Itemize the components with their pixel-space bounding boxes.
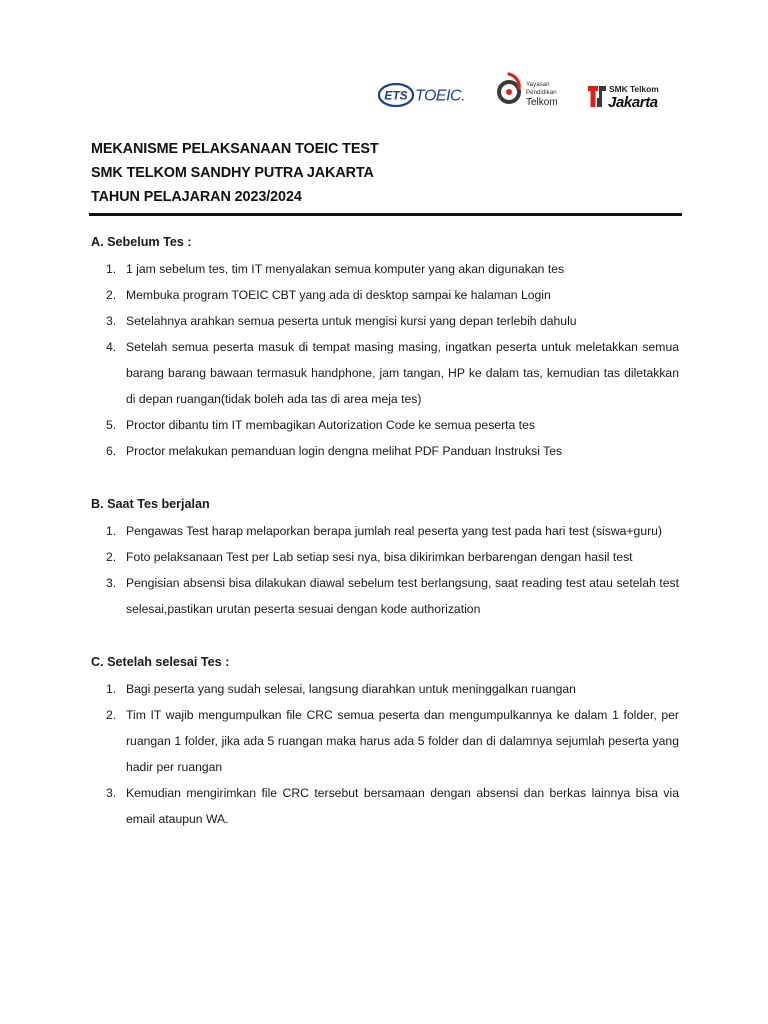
toeic-logo-text: TOEIC. xyxy=(415,87,466,105)
section-list xyxy=(91,256,679,464)
document-body xyxy=(91,230,679,832)
header-logos xyxy=(378,66,678,114)
item-text: Tim IT wajib mengumpulkan file CRC semua peserta dan mengumpulkannya ke dalam 1 folder, per ruangan 1 folder, jika ada 5 ruangan maka harus ada 5 folder dan di dalamnya sejumlah peserta yang hadir per ruangan xyxy=(126,708,679,774)
item-number: 5. xyxy=(106,418,117,432)
list-item xyxy=(91,570,679,622)
ypt-line1: Yayasan xyxy=(526,81,550,88)
item-text: Membuka program TOEIC CBT yang ada di desktop sampai ke halaman Login xyxy=(126,288,551,302)
item-text: Foto pelaksanaan Test per Lab setiap sesi nya, bisa dikirimkan berbarengan dengan hasil test xyxy=(126,550,633,564)
item-number: 3. xyxy=(106,576,117,590)
item-number: 3. xyxy=(106,314,117,328)
section-saat-tes xyxy=(91,492,679,622)
list-item xyxy=(91,780,679,832)
section-list xyxy=(91,518,679,622)
list-item xyxy=(91,412,679,438)
smk-telkom-jakarta-logo xyxy=(586,80,676,110)
list-item xyxy=(91,702,679,780)
item-number: 1. xyxy=(106,524,117,538)
title-line-2: SMK TELKOM SANDHY PUTRA JAKARTA xyxy=(91,165,374,181)
item-number: 1. xyxy=(106,262,117,276)
smk-line2: Jakarta xyxy=(608,94,658,110)
yayasan-pendidikan-telkom-logo xyxy=(496,68,570,112)
item-number: 3. xyxy=(106,786,117,800)
item-number: 2. xyxy=(106,288,117,302)
list-item xyxy=(91,256,679,282)
item-text: Proctor melakukan pemanduan login dengna melihat PDF Panduan Instruksi Tes xyxy=(126,444,563,458)
ypt-line2: Pendidikan xyxy=(526,89,557,96)
item-text: 1 jam sebelum tes, tim IT menyalakan semua komputer yang akan digunakan tes xyxy=(126,262,565,276)
list-item xyxy=(91,544,679,570)
item-number: 6. xyxy=(106,444,117,458)
item-number: 2. xyxy=(106,708,117,722)
smk-line1: SMK Telkom xyxy=(609,84,659,94)
document-title xyxy=(91,137,691,209)
title-line-1: MEKANISME PELAKSANAAN TOEIC TEST xyxy=(91,141,379,157)
item-text: Kemudian mengirimkan file CRC tersebut bersamaan dengan absensi dan berkas lainnya bisa via email ataupun WA. xyxy=(126,786,679,826)
list-item xyxy=(91,438,679,464)
item-number: 1. xyxy=(106,682,117,696)
item-text: Setelahnya arahkan semua peserta untuk mengisi kursi yang depan terlebih dahulu xyxy=(126,314,577,328)
title-line-3: TAHUN PELAJARAN 2023/2024 xyxy=(91,189,302,205)
list-item xyxy=(91,282,679,308)
section-setelah-tes xyxy=(91,650,679,832)
list-item xyxy=(91,676,679,702)
title-divider xyxy=(89,213,682,216)
section-sebelum-tes xyxy=(91,230,679,464)
section-heading: C. Setelah selesai Tes : xyxy=(91,655,230,669)
list-item xyxy=(91,518,679,544)
ets-logo-text: ETS xyxy=(384,88,408,103)
section-heading: A. Sebelum Tes : xyxy=(91,235,192,249)
item-text: Proctor dibantu tim IT membagikan Autorization Code ke semua peserta tes xyxy=(126,418,535,432)
item-number: 2. xyxy=(106,550,117,564)
section-list xyxy=(91,676,679,832)
list-item xyxy=(91,334,679,412)
ets-toeic-logo xyxy=(378,80,472,110)
item-text: Pengawas Test harap melaporkan berapa jumlah real peserta yang test pada hari test (siswa+guru) xyxy=(126,524,662,538)
item-text: Bagi peserta yang sudah selesai, langsung diarahkan untuk meninggalkan ruangan xyxy=(126,682,576,696)
item-text: Setelah semua peserta masuk di tempat masing masing, ingatkan peserta untuk meletakkan semua barang barang bawaan termasuk handphone, jam tangan, HP ke dalam tas, kemudian tas diletakkan di depan ruangan(tidak boleh ada tas di area meja tes) xyxy=(126,340,679,406)
list-item xyxy=(91,308,679,334)
item-text: Pengisian absensi bisa dilakukan diawal sebelum test berlangsung, saat reading test atau setelah test selesai,pastikan urutan peserta sesuai dengan kode authorization xyxy=(126,576,679,616)
section-heading: B. Saat Tes berjalan xyxy=(91,497,210,511)
ypt-line3: Telkom xyxy=(526,97,558,108)
item-number: 4. xyxy=(106,340,117,354)
